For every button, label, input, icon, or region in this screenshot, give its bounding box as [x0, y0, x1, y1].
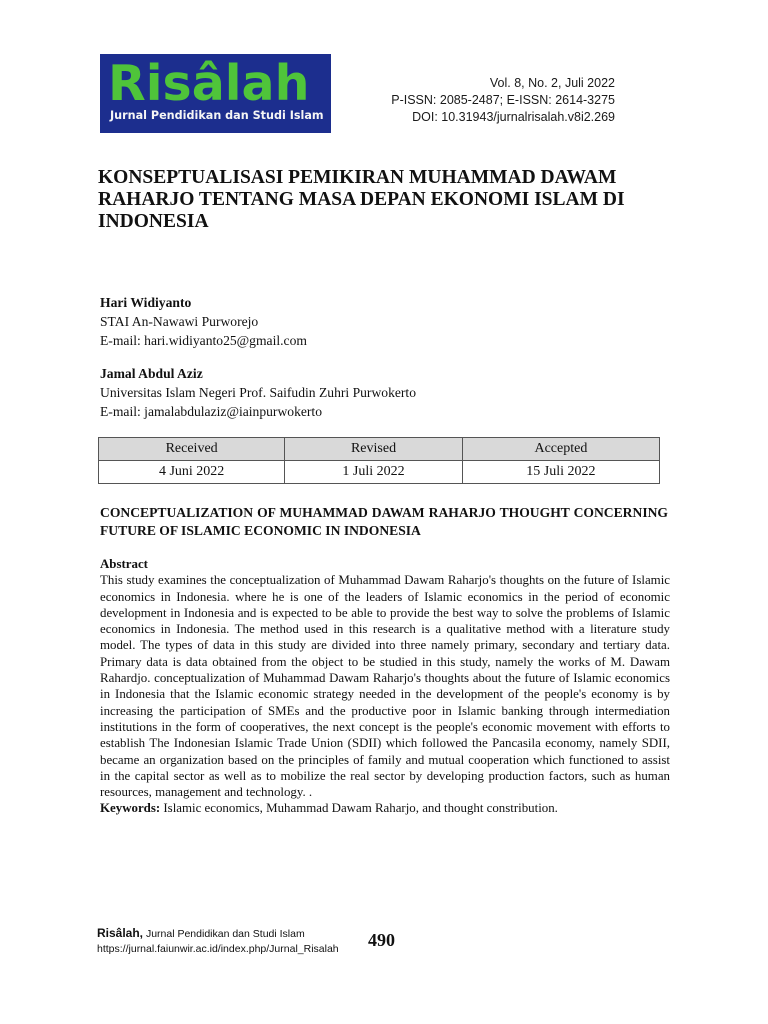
page-number: 490 [368, 930, 395, 950]
keywords-text: Islamic economics, Muhammad Dawam Raharjo, and thought constribution. [160, 801, 558, 816]
doi-info[interactable]: DOI: 10.31943/jurnalrisalah.v8i2.269 [412, 110, 615, 124]
author-affiliation: Universitas Islam Negeri Prof. Saifudin Zuhri Purwokerto [100, 385, 416, 400]
footer-journal-name: Jurnal Pendidikan dan Studi Islam [143, 928, 305, 940]
article-title: KONSEPTUALISASI PEMIKIRAN MUHAMMAD DAWAM RAHARJO TENTANG MASA DEPAN EKONOMI ISLAM DI INDONESIA [98, 167, 625, 232]
footer-brand: Risâlah, [97, 926, 144, 940]
accepted-header: Accepted [462, 438, 659, 461]
table-row [99, 461, 660, 484]
revised-date: 1 Juli 2022 [285, 461, 463, 484]
issn-info: P-ISSN: 2085-2487; E-ISSN: 2614-3275 [391, 93, 615, 107]
issue-metadata [360, 75, 615, 126]
author-email[interactable]: E-mail: hari.widiyanto25@gmail.com [100, 333, 307, 348]
page-footer [97, 926, 339, 957]
abstract-heading: Abstract [100, 557, 148, 571]
logo-subtitle: Jurnal Pendidikan dan Studi Islam [110, 109, 324, 122]
footer-url[interactable]: https://jurnal.faiunwir.ac.id/index.php/Jurnal_Risalah [97, 943, 339, 955]
author-name: Hari Widiyanto [100, 295, 192, 310]
submission-dates-table [98, 437, 660, 484]
author-affiliation: STAI An-Nawawi Purworejo [100, 314, 259, 329]
keywords-line [100, 800, 670, 816]
revised-header: Revised [285, 438, 463, 461]
author-name: Jamal Abdul Aziz [100, 366, 203, 381]
abstract-body: This study examines the conceptualization of Muhammad Dawam Raharjo's thoughts on the future of Islamic economics in Indonesia. where he is one of the leaders of Islamic economics in the period of economic development in Indonesia and is expected to be able to provide the best way to solve the problems of Islamic economics in Indonesia. The method used in this research is a qualitative method with a literature study model. The types of data in this study are divided into three namely primary, secondary and tertiary data. Primary data is data obtained from the object to be studied in this study, namely the works of M. Dawam Rahardjo. conceptualization of Muhammad Dawam Raharjo's thoughts about the future of Islamic economics in Indonesia that the Islamic economic strategy needed in the development of the people's economy is by increasing the participation of SMEs and the productive poor in Islamic banking through intermediation institutions in the form of cooperatives, the next concept is the people's economic movement with efforts to establish The Indonesian Islamic Trade Union (SDII) which followed the Pancasila economy, namely SDII, became an organization based on the principles of family and mutual cooperation which functioned to assist in the capital sector as well as to mobilize the real sector by developing production factors, such as human resources, management and technology. . [100, 573, 670, 800]
journal-logo [100, 54, 331, 133]
author-email[interactable]: E-mail: jamalabdulaziz@iainpurwokerto [100, 404, 323, 419]
received-header: Received [99, 438, 285, 461]
received-date: 4 Juni 2022 [99, 461, 285, 484]
keywords-label: Keywords: [100, 801, 161, 816]
footer-journal-line [97, 926, 339, 942]
logo-wordmark: Risâlah [108, 55, 310, 112]
accepted-date: 15 Juli 2022 [462, 461, 659, 484]
table-header-row [99, 438, 660, 461]
volume-info: Vol. 8, No. 2, Juli 2022 [489, 76, 615, 90]
english-title: CONCEPTUALIZATION OF MUHAMMAD DAWAM RAHARJO THOUGHT CONCERNING FUTURE OF ISLAMIC ECONOMIC IN INDONESIA [100, 505, 668, 538]
author-block-2 [100, 364, 416, 421]
author-block-1 [100, 293, 307, 350]
abstract-section [100, 556, 670, 817]
